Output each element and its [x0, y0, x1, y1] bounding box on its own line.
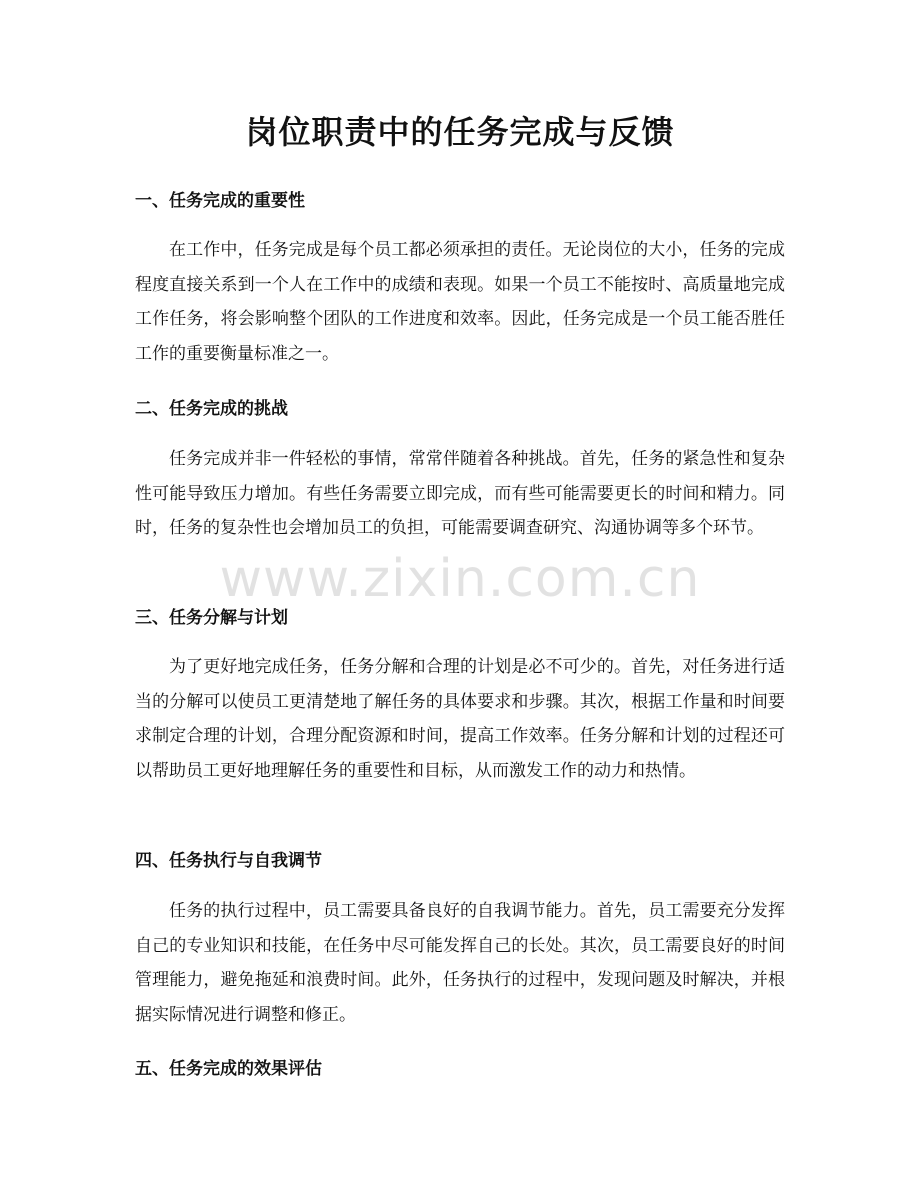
section-paragraph-3: 为了更好地完成任务，任务分解和合理的计划是必不可少的。首先，对任务进行适当的分解可以使员工更清楚地了解任务的具体要求和步骤。其次，根据工作量和时间要求制定合理的计划，合理分配资源和时间，提高工作效率。任务分解和计划的过程还可以帮助员工更好地理解任务的重要性和目标，从而激发工作的动力和热情。	[135, 657, 785, 781]
section-heading-1: 一、任务完成的重要性	[135, 191, 305, 211]
section-heading-5: 五、任务完成的效果评估	[135, 1059, 322, 1079]
section-paragraph-1: 在工作中，任务完成是每个员工都必须承担的责任。无论岗位的大小，任务的完成程度直接关系到一个人在工作中的成绩和表现。如果一个员工不能按时、高质量地完成工作任务，将会影响整个团队的工作进度和效率。因此，任务完成是一个员工能否胜任工作的重要衡量标准之一。	[135, 240, 785, 364]
watermark: www.zixin.com.cn	[219, 549, 701, 609]
section-heading-2: 二、任务完成的挑战	[135, 399, 288, 419]
section-heading-4: 四、任务执行与自我调节	[135, 851, 322, 871]
section-heading-3: 三、任务分解与计划	[135, 608, 288, 628]
section-paragraph-4: 任务的执行过程中，员工需要具备良好的自我调节能力。首先，员工需要充分发挥自己的专业知识和技能，在任务中尽可能发挥自己的长处。其次，员工需要良好的时间管理能力，避免拖延和浪费时间。此外，任务执行的过程中，发现问题及时解决，并根据实际情况进行调整和修正。	[135, 901, 785, 1025]
section-paragraph-2: 任务完成并非一件轻松的事情，常常伴随着各种挑战。首先，任务的紧急性和复杂性可能导致压力增加。有些任务需要立即完成，而有些可能需要更长的时间和精力。同时，任务的复杂性也会增加员工的负担，可能需要调查研究、沟通协调等多个环节。	[135, 449, 785, 538]
document-title: 岗位职责中的任务完成与反馈	[245, 113, 675, 151]
